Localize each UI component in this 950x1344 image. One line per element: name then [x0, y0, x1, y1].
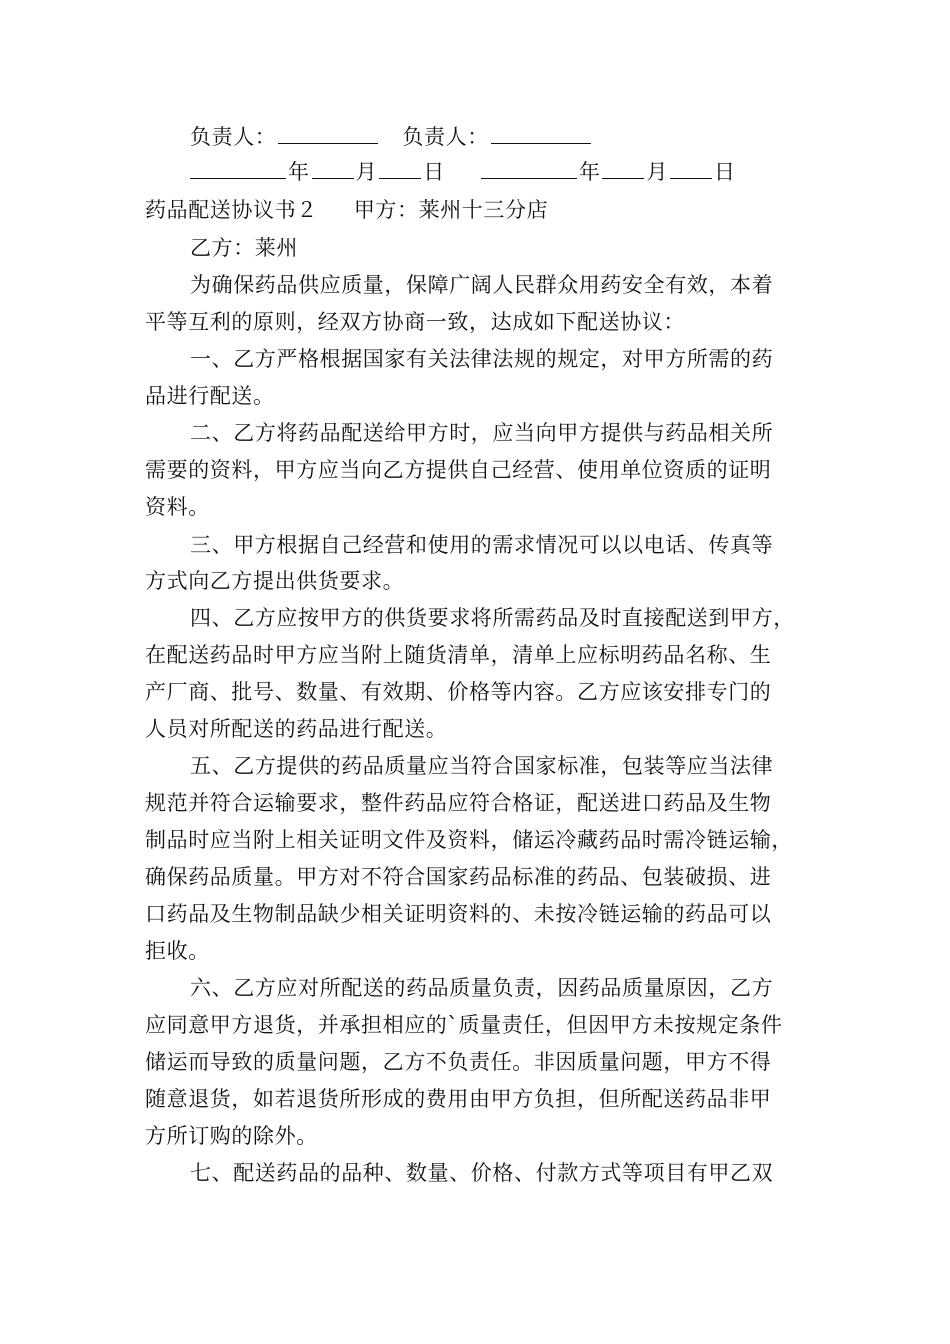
date-year-a: 年	[288, 160, 310, 184]
date-month-a: 月	[355, 160, 378, 184]
body-line: 储运而导致的质量问题，乙方不负责任。非因质量问题，甲方不得	[145, 1050, 772, 1074]
date-year-b: 年	[578, 160, 601, 184]
body-line: 品进行配送。	[145, 384, 275, 408]
body-line: 需要的资料，甲方应当向乙方提供自己经营、使用单位资质的证明	[145, 458, 772, 482]
date-day-blank-b	[670, 158, 712, 179]
signature-blank-b	[491, 123, 591, 144]
body-line: 四、乙方应按甲方的供货要求将所需药品及时直接配送到甲方，	[190, 606, 795, 630]
signature-label-b: 负责人：	[402, 125, 489, 149]
body-line: 六、乙方应对所配送的药品质量负责，因药品质量原因，乙方	[190, 976, 774, 1000]
body-line: 规范并符合运输要求，整件药品应符合格证，配送进口药品及生物	[145, 791, 772, 815]
heading-line	[145, 196, 815, 224]
body-line: 随意退货，如若退货所形成的费用由甲方负担，但所配送药品非甲	[145, 1087, 772, 1111]
body-line: 为确保药品供应质量，保障广阔人民群众用药安全有效，本着	[190, 273, 774, 297]
body-line: 在配送药品时甲方应当附上随货清单，清单上应标明药品名称、生	[145, 643, 772, 667]
date-month-blank-a	[312, 158, 354, 179]
date-year-blank-a	[190, 158, 286, 179]
body-line: 口药品及生物制品缺少相关证明资料的、未按冷链运输的药品可以	[145, 902, 772, 926]
body-line: 五、乙方提供的药品质量应当符合国家标准，包装等应当法律	[190, 754, 774, 778]
body-line: 方式向乙方提出供货要求。	[145, 569, 405, 593]
date-day-a: 日	[423, 160, 445, 184]
body-line: 三、甲方根据自己经营和使用的需求情况可以以电话、传真等	[190, 533, 774, 557]
date-day-blank-a	[379, 158, 421, 179]
signature-line	[190, 123, 860, 151]
party-b: 乙方：莱州	[190, 236, 298, 260]
date-line	[188, 158, 858, 186]
date-year-blank-b	[481, 158, 577, 179]
body-line: 平等互利的原则，经双方协商一致，达成如下配送协议：	[145, 310, 685, 334]
body-line: 一、乙方严格根据国家有关法律法规的规定，对甲方所需的药	[190, 347, 774, 371]
body-line: 方所订购的除外。	[145, 1124, 318, 1148]
body-line: 产厂商、批号、数量、有效期、价格等内容。乙方应该安排专门的	[145, 680, 772, 704]
body-line: 资料。	[145, 495, 210, 519]
body-line: 人员对所配送的药品进行配送。	[145, 717, 448, 741]
date-month-b: 月	[646, 160, 669, 184]
body-line: 制品时应当附上相关证明文件及资料，储运冷藏药品时需冷链运输，	[145, 828, 793, 852]
body-line: 七、配送药品的品种、数量、价格、付款方式等项目有甲乙双	[190, 1161, 774, 1185]
body-line: 拒收。	[145, 939, 210, 963]
date-month-blank-b	[602, 158, 644, 179]
document-title: 药品配送协议书２	[145, 198, 318, 222]
party-a: 甲方：莱州十三分店	[353, 198, 549, 222]
signature-label-a: 负责人：	[190, 125, 277, 149]
body-line: 确保药品质量。甲方对不符合国家药品标准的药品、包装破损、进	[145, 865, 772, 889]
body-line: 二、乙方将药品配送给甲方时，应当向甲方提供与药品相关所	[190, 421, 774, 445]
body-line: 应同意甲方退货，并承担相应的`质量责任，但因甲方未按规定条件	[145, 1013, 783, 1037]
signature-blank-a	[278, 123, 378, 144]
date-day-b: 日	[714, 160, 736, 184]
party-b-line	[190, 234, 860, 262]
